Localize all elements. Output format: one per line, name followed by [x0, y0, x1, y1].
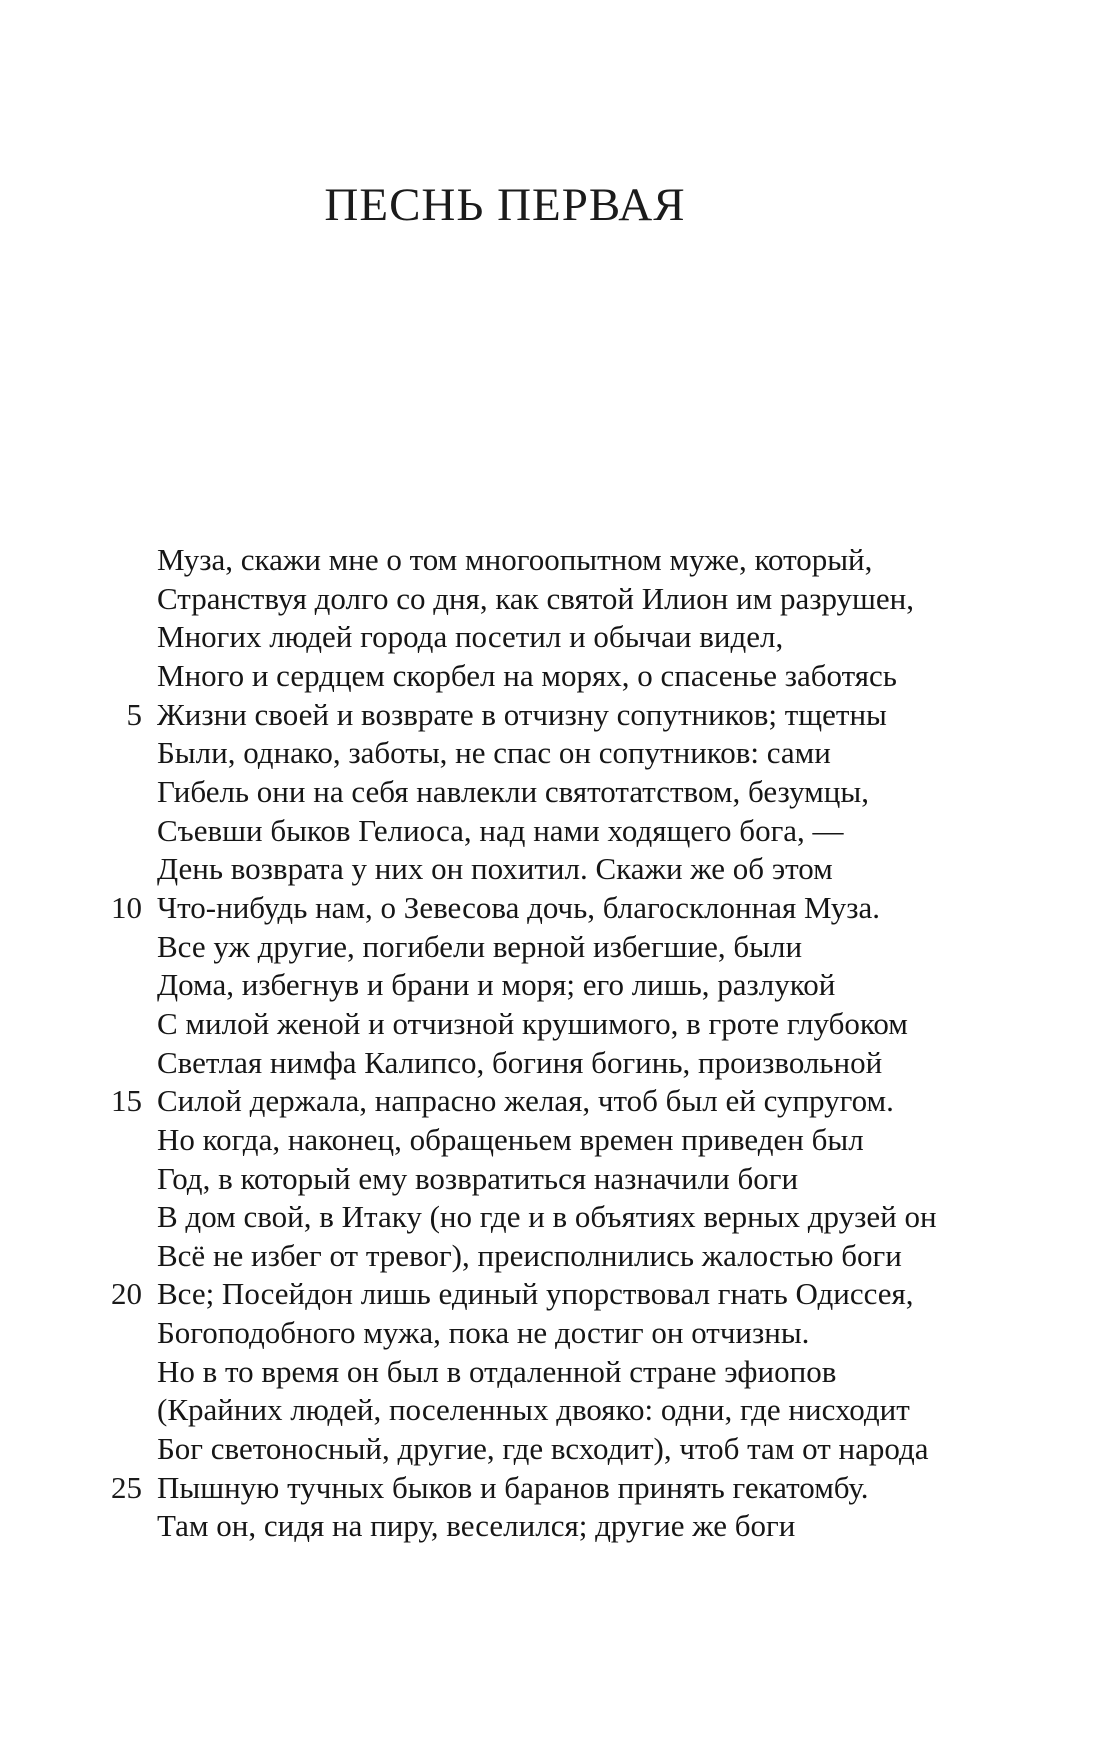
verse-line	[60, 1430, 937, 1469]
line-number	[60, 1237, 157, 1276]
verse-line-text: Там он, сидя на пиру, веселился; другие же боги	[157, 1508, 796, 1544]
verse-line-text: Съевши быков Гелиоса, над нами ходящего бога, —	[157, 812, 844, 848]
line-number	[60, 928, 157, 967]
line-number	[60, 1430, 157, 1469]
line-number	[60, 1005, 157, 1044]
verse-line	[60, 1082, 937, 1121]
line-number	[60, 541, 157, 580]
verse-line	[60, 1237, 937, 1276]
line-number	[60, 1121, 157, 1160]
verse-line	[60, 1198, 937, 1237]
line-number: 15	[111, 1083, 142, 1119]
verse-line	[60, 773, 937, 812]
line-number: 25	[111, 1469, 142, 1505]
verse-block	[60, 541, 937, 1546]
verse-line-text: Странствуя долго со дня, как святой Илион им разрушен,	[157, 580, 915, 616]
line-number	[60, 966, 157, 1005]
verse-line-text: Все; Посейдон лишь единый упорствовал гнать Одиссея,	[157, 1276, 914, 1312]
page-title: ПЕСНЬ ПЕРВАЯ	[324, 179, 686, 231]
line-number	[60, 1160, 157, 1199]
verse-line-text: Были, однако, заботы, не спас он сопутников: сами	[157, 735, 831, 771]
verse-line-text: Всё не избег от тревог), преисполнились жалостью боги	[157, 1237, 902, 1273]
verse-line	[60, 812, 937, 851]
verse-line-text: Но когда, наконец, обращеньем времен приведен был	[157, 1121, 864, 1157]
line-number	[60, 812, 157, 851]
verse-line-text: С милой женой и отчизной крушимого, в гроте глубоком	[157, 1005, 908, 1041]
line-number	[60, 734, 157, 773]
verse-line-text: Что-нибудь нам, о Зевесова дочь, благосклонная Муза.	[157, 889, 881, 925]
verse-line-text: Бог светоносный, другие, где всходит), чтоб там от народа	[157, 1431, 929, 1467]
line-number	[60, 1198, 157, 1237]
verse-line	[60, 1121, 937, 1160]
line-number	[60, 657, 157, 696]
verse-line	[60, 928, 937, 967]
line-number	[60, 1391, 157, 1430]
verse-line	[60, 1044, 937, 1083]
verse-line	[60, 1005, 937, 1044]
line-number	[60, 1353, 157, 1392]
verse-line-text: Гибель они на себя навлекли святотатством, безумцы,	[157, 773, 869, 809]
verse-line	[60, 1469, 937, 1508]
verse-line	[60, 657, 937, 696]
line-number	[60, 618, 157, 657]
line-number	[60, 1507, 157, 1546]
verse-line-text: Все уж другие, погибели верной избегшие, были	[157, 928, 803, 964]
line-number: 5	[126, 696, 142, 732]
line-number	[60, 1044, 157, 1083]
verse-line	[60, 734, 937, 773]
verse-line-text: Много и сердцем скорбел на морях, о спасенье заботясь	[157, 657, 897, 693]
verse-line-text: (Крайних людей, поселенных двояко: одни, где нисходит	[157, 1392, 910, 1428]
verse-line-text: Год, в который ему возвратиться назначили боги	[157, 1160, 799, 1196]
verse-line	[60, 850, 937, 889]
verse-line-text: День возврата у них он похитил. Скажи же об этом	[157, 851, 833, 887]
line-number	[60, 773, 157, 812]
verse-line-text: Богоподобного мужа, пока не достиг он отчизны.	[157, 1315, 810, 1351]
verse-line	[60, 580, 937, 619]
verse-line	[60, 541, 937, 580]
verse-line-text: Светлая нимфа Калипсо, богиня богинь, произвольной	[157, 1044, 883, 1080]
verse-line	[60, 1391, 937, 1430]
verse-line	[60, 889, 937, 928]
verse-line	[60, 1353, 937, 1392]
verse-line	[60, 1275, 937, 1314]
verse-line-text: Многих людей города посетил и обычаи видел,	[157, 619, 784, 655]
line-number	[60, 850, 157, 889]
verse-line	[60, 1507, 937, 1546]
verse-line	[60, 966, 937, 1005]
verse-line-text: Муза, скажи мне о том многоопытном муже, который,	[157, 542, 873, 577]
verse-line-text: Но в то время он был в отдаленной стране эфиопов	[157, 1353, 837, 1389]
line-number: 10	[111, 889, 142, 925]
verse-line-text: Пышную тучных быков и баранов принять гекатомбу.	[157, 1469, 869, 1505]
verse-line	[60, 618, 937, 657]
verse-line	[60, 1314, 937, 1353]
line-number: 20	[111, 1276, 142, 1312]
verse-line-text: В дом свой, в Итаку (но где и в объятиях верных друзей он	[157, 1199, 937, 1235]
line-number	[60, 1314, 157, 1353]
line-number	[60, 580, 157, 619]
verse-line-text: Дома, избегнув и брани и моря; его лишь, разлукой	[157, 967, 836, 1003]
verse-line	[60, 696, 937, 735]
verse-line-text: Жизни своей и возврате в отчизну сопутников; тщетны	[157, 696, 887, 732]
verse-line	[60, 1160, 937, 1199]
verse-line-text: Силой держала, напрасно желая, чтоб был ей супругом.	[157, 1083, 894, 1119]
